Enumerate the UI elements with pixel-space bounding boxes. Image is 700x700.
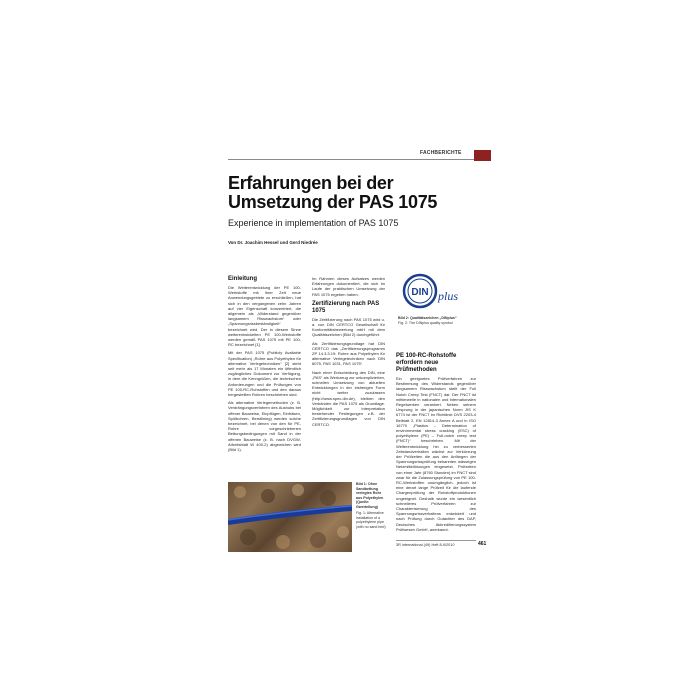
pipe-photo-image <box>228 482 352 552</box>
paragraph: Nach einer Entscheidung des DIN, eine „PAS“ als Werkzeug zur unkomplizierten, schnellen Umsetzung von aktuellen Entwicklungen in der bisherigen Form nicht weiter zuzulassen (http://www.spec.din.de), bleiben den Verbänden die PAS 1075 als Grundlage. Möglichkeit zur Interpretation bestehender Festlegungen z.B. der Zertifizierungsgrundlagen von DIN CERTCO. <box>312 369 385 427</box>
article-title: Erfahrungen bei der Umsetzung der PAS 1075 <box>228 173 438 212</box>
logo-caption-de: Bild 2: Qualitätszeichen „DINplus“ <box>398 316 457 320</box>
section-rule <box>228 159 474 160</box>
section-accent-block <box>474 150 491 161</box>
heading-certification: Zertifizierung nach PAS 1075 <box>312 300 380 314</box>
din-logo-text: DIN <box>411 287 429 298</box>
column-3 <box>396 353 476 535</box>
plus-logo-text: plus <box>438 289 459 303</box>
column-1 <box>228 276 301 455</box>
article-subtitle: Experience in implementation of PAS 1075 <box>228 218 399 228</box>
paragraph: Als alternative Verlegemethoden (z. B. Verdrängungsverfahren des Aushubs bei offener Bauweise, Einpflügen, Einfräsen, Spülbohren, Berstlining) werden solche bezeichnet, bei denen von den für PE-Rohre vorgeschriebenen Bettungsbedingungen mit Sand in der offenen Bauweise (z. B. nach DVGW-Arbeitsblatt W 400-2) abgewichen wird (Bild 1). <box>228 400 301 453</box>
logo-caption <box>398 316 478 325</box>
heading-test-methods: PE 100-RC-Rohstoffe erfordern neue Prüfmethoden <box>396 353 457 373</box>
logo-caption-en: Fig. 2: The DINplus quality symbol <box>398 320 453 325</box>
section-label: FACHBERICHTE <box>420 150 462 156</box>
din-plus-logo <box>398 270 476 312</box>
footer-rule <box>396 540 476 541</box>
page-number: 461 <box>478 541 487 547</box>
heading-introduction: Einleitung <box>228 276 257 282</box>
photo-caption <box>356 482 386 529</box>
paragraph: Mit der PAS 1075 (Publicly Available Specification) „Rohre aus Polyethylen für alternative Verlegetechniken“ [2] steht seit mehr als 17 Monaten ein öffentlich zugängliches Dokument zur Verfügung, in dem die Kenngrößen, die technischen Anforderungen und die Prüfungen von PE 100-RC-Rohstoffen und den daraus hergestellten Rohren beschrieben sind. <box>228 350 301 398</box>
column-2 <box>312 276 385 430</box>
photo-caption-en: Fig. 1: Alternative installation of a polyethylene pipe (with no sand bed) <box>356 511 386 529</box>
footer-journal: 3R international (49) Heft 8-9/2010 <box>396 543 455 547</box>
pipe-photo <box>228 482 352 552</box>
paragraph: Die Zertifizierung nach PAS 1075 wird u. a. von DIN CERTCO Gesellschaft für Konformitätsbewertung mbH mit dem Qualitätszeichen (Bild 2) durchgeführt. <box>312 316 385 338</box>
paragraph: Im Rahmen dieses Aufsatzes werden Erfahrungen dokumentiert, die sich im Laufe der praktischen Umsetzung der PAS 1075 ergeben haben. <box>312 276 385 297</box>
paragraph: Als Zertifizierungsgrundlage hat DIN CERTCO das „Zertifizierungsprogramm ZP 14.3.3.19: Rohre aus Polyethylen für alternative Verlegetechniken nach DIN 8075, PAS 1031, PAS 1075“. <box>312 340 385 367</box>
paragraph: Ein geeignetes Prüfverfahren zur Bestimmung des Widerstands gegenüber langsamem Risswachstum stellt der Full Notch Creep Test (FNCT) dar. Der FNCT ist mittlerweile in nationalen und internationalen Regelwerken verankert. Neben seinem Ursprung in der japanischen Norm JIS K 6774 ist der FNCT im Richtlinie DVS 2203-4 Beiblatt 2, EN 12814-3 Annex A und in ISO 16770 „Plastics – Determination of environmental stress cracking (ESC) of polyethylene (PE) – Full-notch creep test (FNCT)“ beschrieben. Mit der Weiterentwicklung hin zu verbesserten Zeitstandverhalten wächst zur Verkürzung der Prüfzeiten die aus den Anfängen der Spannungsrissprüfung bekannten wässrigen Netzmittellösungen eingesetzt. Prüfzeiten von einer Jahr (8760 Stunden) im FNCT sind zwar für die Zulassungsprüfung von PE 100-RC-Werkstoffen unumgänglich, jedoch ist eine derart lange Prüfzeit für die laufende Chargenprüfung der Rohstoffproduktionen ungeeignet. Deshalb wurde ein wesentlich schnelleres Prüfverfahren zur Charakterisierung des Spannungsrissverhaltens entwickelt und nach Prüfung durch Gutachter des DAP, Deutsches Akkreditierungssystem Prüfwesen GmbH, anerkannt. <box>396 376 476 532</box>
paragraph: Die Weiterentwicklung der PE 100-Werkstoffe mit ihrer Zeit neue Anwendungsgebiete zu erschließen, hat sich in den vergangenen zehn Jahren auf vier Eigenschaft konzentriert, die allgemein als „Widerstand gegenüber langsamem Risswachstum“ oder „Spannungsrissbeständigkeit“ bezeichnet wird. Der in diesem Sinne weiterentwickelten PE 100-Werkstoffe werden gemäß PAS 1075 mit PE 100-RC bezeichnet [1]. <box>228 285 301 348</box>
article-authors: Von Dr. Joachim Hessel und Gerd Niedrée <box>228 240 318 245</box>
photo-caption-de: Bild 1: Ohne Sandbettung verlegtes Rohr aus Polyethylen (Quelle: Gwerteilung) <box>356 482 384 509</box>
